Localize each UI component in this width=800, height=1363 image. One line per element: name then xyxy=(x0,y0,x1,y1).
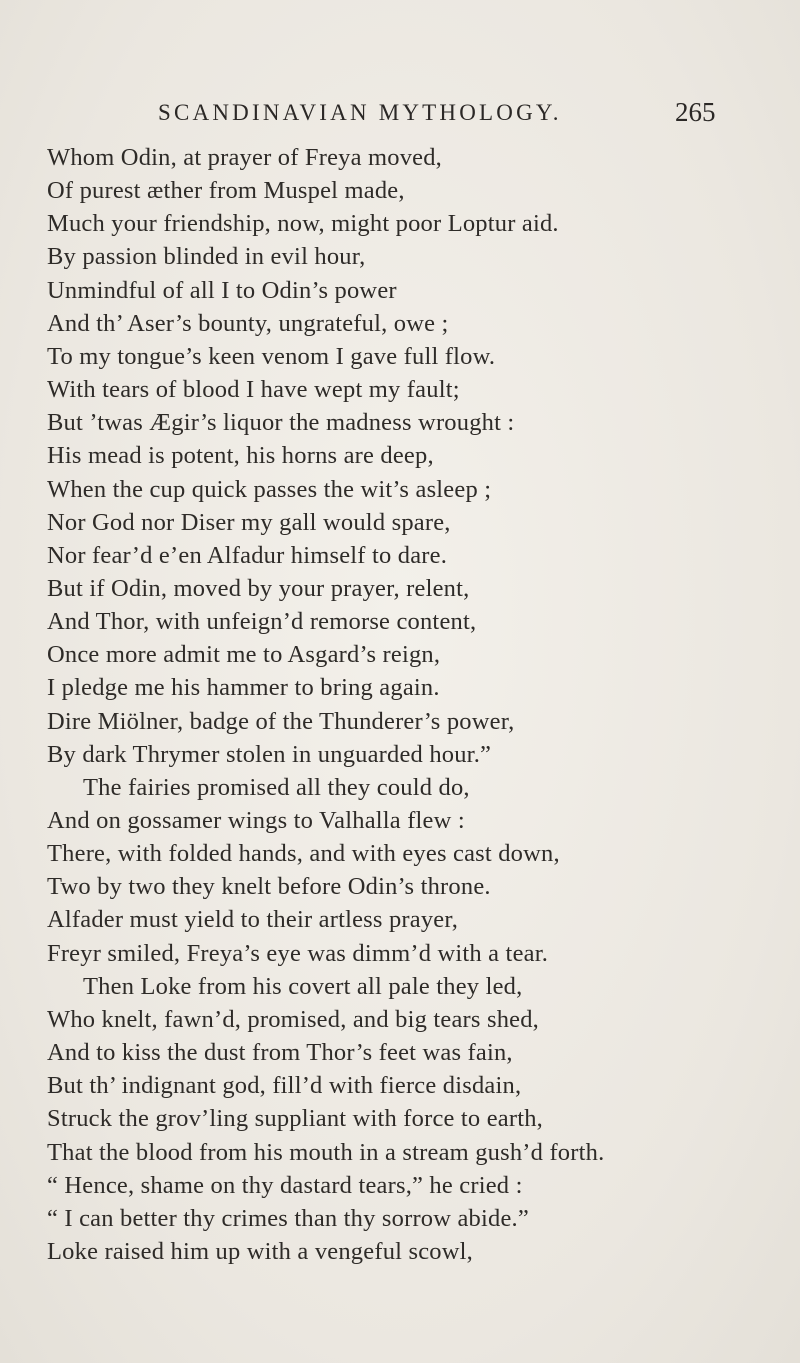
verse-line: Alfader must yield to their artless prayer, xyxy=(47,906,459,934)
verse-line: Unmindful of all I to Odin’s power xyxy=(47,276,397,304)
verse-line: There, with folded hands, and with eyes cast down, xyxy=(47,840,560,868)
verse-line: Freyr smiled, Freya’s eye was dimm’d with a tear. xyxy=(47,939,549,967)
verse-line: Nor fear’d e’en Alfadur himself to dare. xyxy=(47,541,448,569)
verse-line: To my tongue’s keen venom I gave full flow. xyxy=(47,342,496,370)
verse-line: Once more admit me to Asgard’s reign, xyxy=(47,641,441,669)
verse-line: But if Odin, moved by your prayer, relent, xyxy=(47,574,470,602)
verse-line: With tears of blood I have wept my fault; xyxy=(47,376,460,404)
verse-line: I pledge me his hammer to bring again. xyxy=(47,674,440,702)
verse-line: “ Hence, shame on thy dastard tears,” he cried : xyxy=(47,1171,523,1199)
verse-line: Two by two they knelt before Odin’s throne. xyxy=(47,873,491,901)
verse-line: By dark Thrymer stolen in unguarded hour.” xyxy=(47,740,492,768)
verse-line: Loke raised him up with a vengeful scowl, xyxy=(47,1237,473,1265)
page-number: 265 xyxy=(675,97,716,127)
verse-line: Who knelt, fawn’d, promised, and big tears shed, xyxy=(47,1005,539,1033)
verse-line: Of purest æther from Muspel made, xyxy=(47,177,405,205)
verse-line: And to kiss the dust from Thor’s feet was fain, xyxy=(47,1039,513,1067)
verse-line: Much your friendship, now, might poor Loptur aid. xyxy=(47,210,559,238)
verse-line: But ’twas Ægir’s liquor the madness wrought : xyxy=(47,409,515,437)
verse-line: Nor God nor Diser my gall would spare, xyxy=(47,508,451,536)
verse-line: By passion blinded in evil hour, xyxy=(47,243,366,271)
verse-line: But th’ indignant god, fill’d with fierce disdain, xyxy=(47,1072,522,1100)
verse-line: The fairies promised all they could do, xyxy=(83,773,470,801)
verse-line: And on gossamer wings to Valhalla flew : xyxy=(47,807,465,834)
verse-line: “ I can better thy crimes than thy sorrow abide.” xyxy=(47,1204,529,1232)
running-head xyxy=(0,97,800,134)
running-title: SCANDINAVIAN MYTHOLOGY. xyxy=(158,100,562,125)
verse-line: And th’ Aser’s bounty, ungrateful, owe ; xyxy=(47,309,449,337)
verse-line: That the blood from his mouth in a stream gush’d forth. xyxy=(47,1138,605,1166)
verse-line: His mead is potent, his horns are deep, xyxy=(47,442,434,470)
verse-line: Whom Odin, at prayer of Freya moved, xyxy=(47,144,443,171)
verse-line: Then Loke from his covert all pale they led, xyxy=(83,972,523,1000)
verse-line: And Thor, with unfeign’d remorse content, xyxy=(47,608,477,636)
verse-line: Struck the grov’ling suppliant with force to earth, xyxy=(47,1105,544,1133)
verse-line: When the cup quick passes the wit’s asleep ; xyxy=(47,475,492,503)
verse-line: Dire Miölner, badge of the Thunderer’s power, xyxy=(47,707,515,735)
